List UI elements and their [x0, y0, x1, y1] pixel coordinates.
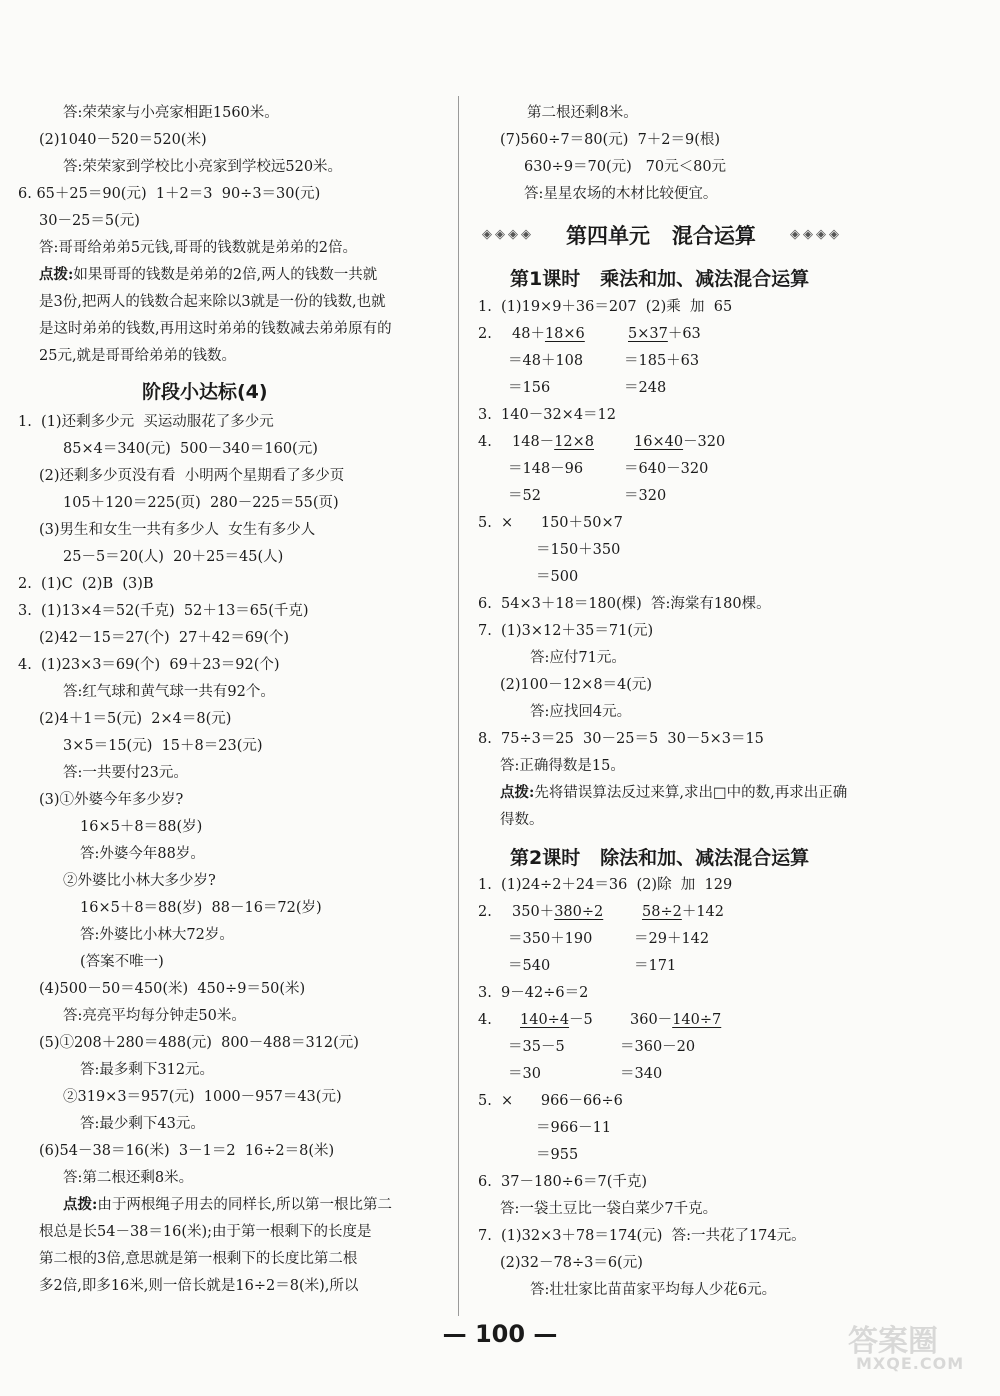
text-line: ＝171 — [634, 958, 677, 974]
text-line: 答:荣荣家到学校比小亮家到学校远520米。 — [63, 159, 343, 175]
text-line: ＝148－96 — [508, 461, 584, 477]
expr-part: 148－ — [512, 434, 555, 450]
text-line: 105＋120＝225(页) 280－225＝55(页) — [63, 495, 339, 511]
expr-part: 48＋ — [512, 326, 545, 342]
text-line: 6. 65＋25＝90(元) 1＋2＝3 90÷3＝30(元) — [18, 186, 321, 202]
text-line: (2)32－78÷3＝6(元) — [500, 1255, 643, 1271]
hint-text: 如果哥哥的钱数是弟弟的2倍,两人的钱数一共就 — [73, 267, 378, 283]
expression — [512, 901, 603, 923]
decorative-dots: ◈◈◈◈ — [482, 227, 534, 242]
hint-line — [500, 782, 847, 804]
expr-underlined: 58÷2 — [642, 904, 682, 920]
text-line: 5. × 966－66÷6 — [478, 1093, 623, 1109]
expr-underlined: 140÷4 — [520, 1012, 570, 1028]
text-line: 85×4＝340(元) 500－340＝160(元) — [63, 441, 318, 457]
text-line: 7. (1)3×12＋35＝71(元) — [478, 623, 654, 639]
text-line: 答:最多剩下312元。 — [80, 1062, 215, 1078]
text-line: 答:星星农场的木材比较便宜。 — [524, 186, 718, 202]
expression — [520, 1009, 593, 1031]
text-line: 7. (1)32×3＋78＝174(元) 答:一共花了174元。 — [478, 1228, 806, 1244]
text-line: 根总是长54－38＝16(米);由于第一根剩下的长度是 — [39, 1224, 372, 1240]
watermark-url: MXQE.COM — [856, 1354, 965, 1373]
expr-underlined: 5×37 — [628, 326, 668, 342]
text-line: 2. (1)C (2)B (3)B — [18, 576, 154, 592]
text-line: 25元,就是哥哥给弟弟的钱数。 — [39, 348, 237, 364]
text-line: 是这时弟弟的钱数,再用这时弟弟的钱数减去弟弟原有的 — [39, 321, 392, 337]
expression — [630, 1009, 721, 1031]
text-line: ＝30 — [508, 1066, 541, 1082]
text-line: 4. (1)23×3＝69(个) 69＋23＝92(个) — [18, 657, 280, 673]
text-line: 答:亮亮平均每分钟走50米。 — [63, 1008, 246, 1024]
text-line: 6. 54×3＋18＝180(棵) 答:海棠有180棵。 — [478, 596, 771, 612]
hint-text: 由于两根绳子用去的同样长,所以第一根比第二 — [97, 1197, 392, 1213]
text-line: ＝248 — [624, 380, 667, 396]
text-line: 答:第二根还剩8米。 — [63, 1170, 194, 1186]
text-line: ＝156 — [508, 380, 551, 396]
text-line: 2. — [478, 904, 492, 920]
text-line: 得数。 — [500, 812, 544, 828]
text-line: 答:一袋土豆比一袋白菜少7千克。 — [500, 1201, 718, 1217]
text-line: ＝350＋190 — [508, 931, 593, 947]
page-number: — 100 — — [442, 1320, 558, 1348]
text-line: ＝29＋142 — [634, 931, 710, 947]
text-line: 30－25＝5(元) — [39, 213, 140, 229]
text-line: 4. — [478, 434, 492, 450]
text-line: ＝966－11 — [536, 1120, 612, 1136]
expr-underlined: 18×6 — [544, 326, 585, 342]
text-line: 8. 75÷3＝25 30－25＝5 30－5×3＝15 — [478, 731, 764, 747]
text-line: ＝320 — [624, 488, 667, 504]
text-line: ＝150＋350 — [536, 542, 621, 558]
expr-underlined: 140÷7 — [672, 1012, 722, 1028]
unit-heading: 第四单元 混合运算 — [566, 224, 756, 248]
expression — [634, 431, 725, 453]
text-line: 3. (1)13×4＝52(千克) 52＋13＝65(千克) — [18, 603, 309, 619]
text-line: (3)①外婆今年多少岁? — [39, 792, 184, 808]
watermark-logo — [840, 1316, 980, 1376]
text-line: 答:荣荣家与小亮家相距1560米。 — [63, 105, 279, 121]
text-line: 是3份,把两人的钱数合起来除以3就是一份的钱数,也就 — [39, 294, 386, 310]
text-line: 3. 9－42÷6＝2 — [478, 985, 589, 1001]
expression — [628, 323, 701, 345]
text-line: 答:壮壮家比苗苗家平均每人少花6元。 — [530, 1282, 777, 1298]
expression — [642, 901, 724, 923]
text-line: (2)还剩多少页没有看 小明两个星期看了多少页 — [39, 468, 345, 484]
text-line: 答:红气球和黄气球一共有92个。 — [63, 684, 275, 700]
lesson-heading: 第2课时 除法和加、减法混合运算 — [510, 847, 810, 869]
text-line: (3)男生和女生一共有多少人 女生有多少人 — [39, 522, 316, 538]
text-line: 5. × 150＋50×7 — [478, 515, 623, 531]
expr-part: 350＋ — [512, 904, 555, 920]
text-line: ＝185＋63 — [624, 353, 700, 369]
text-line: 4. — [478, 1012, 492, 1028]
text-line: ＝35－5 — [508, 1039, 565, 1055]
hint-text: 先将错误算法反过来算,求出□中的数,再求出正确 — [534, 785, 848, 801]
text-line: 答:正确得数是15。 — [500, 758, 625, 774]
text-line: (4)500－50＝450(米) 450÷9＝50(米) — [39, 981, 306, 997]
text-line: ②319×3＝957(元) 1000－957＝43(元) — [63, 1089, 342, 1105]
expr-underlined: 380÷2 — [554, 904, 604, 920]
text-line: ＝52 — [508, 488, 541, 504]
text-line: (2)100－12×8＝4(元) — [500, 677, 653, 693]
text-line: 答:最少剩下43元。 — [80, 1116, 205, 1132]
text-line: ＝360－20 — [620, 1039, 696, 1055]
text-line: 1. (1)19×9＋36＝207 (2)乘 加 65 — [478, 299, 733, 315]
text-line: 答:应找回4元。 — [530, 704, 632, 720]
expression — [512, 431, 594, 453]
decorative-dots: ◈◈◈◈ — [790, 227, 842, 242]
watermark-text: 答案圈 — [848, 1324, 938, 1359]
expression — [512, 323, 585, 345]
text-line: (2)4＋1＝5(元) 2×4＝8(元) — [39, 711, 232, 727]
text-line: 3. 140－32×4＝12 — [478, 407, 617, 423]
expr-underlined: 16×40 — [634, 434, 684, 450]
text-line: (2)42－15＝27(个) 27＋42＝69(个) — [39, 630, 290, 646]
lesson-heading: 第1课时 乘法和加、减法混合运算 — [510, 268, 810, 290]
hint-label: 点拨: — [500, 784, 535, 801]
text-line: (2)1040－520＝520(米) — [39, 132, 207, 148]
text-line: ＝48＋108 — [508, 353, 584, 369]
expr-part: －320 — [683, 434, 726, 450]
expr-part: －5 — [569, 1012, 593, 1028]
text-line: (7)560÷7＝80(元) 7＋2＝9(根) — [500, 132, 721, 148]
text-line: ＝540 — [508, 958, 551, 974]
text-line: 6. 37－180÷6＝7(千克) — [478, 1174, 648, 1190]
text-line: 16×5＋8＝88(岁) — [80, 819, 203, 835]
expr-part: ＋142 — [681, 904, 725, 920]
text-line: ＝640－320 — [624, 461, 709, 477]
expr-part: 360－ — [630, 1012, 673, 1028]
text-line: 2. — [478, 326, 492, 342]
expr-underlined: 12×8 — [554, 434, 595, 450]
column-divider — [458, 96, 459, 1316]
text-line: 3×5＝15(元) 15＋8＝23(元) — [63, 738, 263, 754]
text-line: 1. (1)还剩多少元 买运动服花了多少元 — [18, 414, 274, 430]
text-line: (6)54－38＝16(米) 3－1＝2 16÷2＝8(米) — [39, 1143, 335, 1159]
hint-label: 点拨: — [63, 1196, 98, 1213]
text-line: 630÷9＝70(元) 70元＜80元 — [524, 159, 727, 175]
text-line: 25－5＝20(人) 20＋25＝45(人) — [63, 549, 284, 565]
hint-line — [39, 264, 377, 286]
text-line: 1. (1)24÷2＋24＝36 (2)除 加 129 — [478, 877, 733, 893]
hint-line — [63, 1194, 392, 1216]
section-heading: 阶段小达标(4) — [142, 381, 268, 403]
text-line: 答:外婆比小林大72岁。 — [80, 927, 234, 943]
text-line: (5)①208＋280＝488(元) 800－488＝312(元) — [39, 1035, 359, 1051]
text-line: (答案不唯一) — [80, 954, 164, 970]
text-line: 第二根还剩8米。 — [527, 105, 638, 121]
text-line: ＝955 — [536, 1147, 579, 1163]
text-line: 答:应付71元。 — [530, 650, 626, 666]
text-line: 16×5＋8＝88(岁) 88－16＝72(岁) — [80, 900, 322, 916]
text-line: ②外婆比小林大多少岁? — [63, 873, 216, 889]
text-line: 答:哥哥给弟弟5元钱,哥哥的钱数就是弟弟的2倍。 — [39, 240, 357, 256]
expr-part: ＋63 — [667, 326, 701, 342]
hint-label: 点拨: — [39, 266, 74, 283]
text-line: 答:一共要付23元。 — [63, 765, 188, 781]
text-line: 第二根的3倍,意思就是第一根剩下的长度比第二根 — [39, 1251, 358, 1267]
text-line: 答:外婆今年88岁。 — [80, 846, 205, 862]
text-line: ＝500 — [536, 569, 579, 585]
text-line: 多2倍,即多16米,则一倍长就是16÷2＝8(米),所以 — [39, 1278, 359, 1294]
text-line: ＝340 — [620, 1066, 663, 1082]
